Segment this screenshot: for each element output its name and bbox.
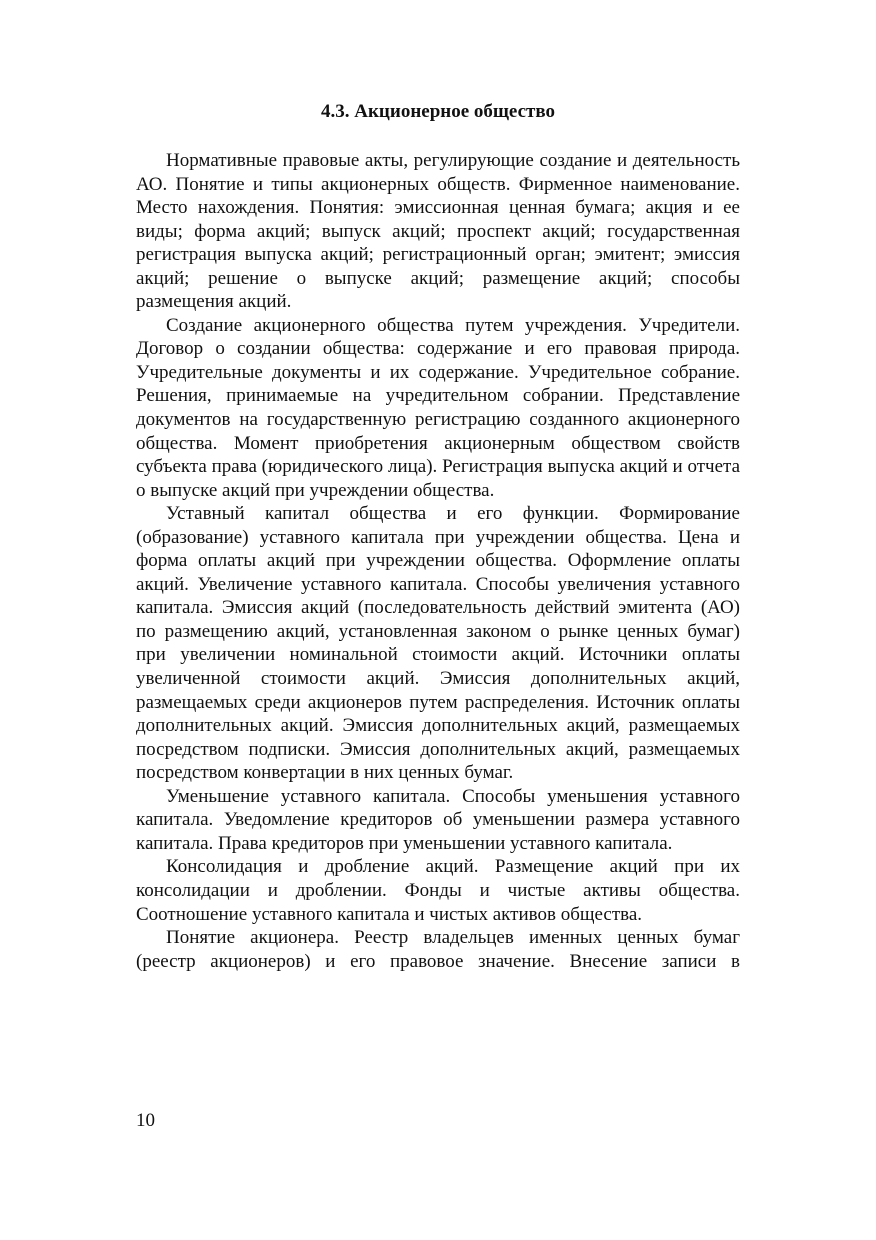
paragraph: Уменьшение уставного капитала. Способы уменьшения уставного капитала. Уведомление кредиторов об уменьшении размера уставного капитала. Права кредиторов при уменьшении уставного капитала.	[136, 785, 740, 854]
section-heading: 4.3. Акционерное общество	[321, 101, 555, 122]
paragraph: Уставный капитал общества и его функции. Формирование (образование) уставного капитала при учреждении общества. Цена и форма оплаты акций при учреждении общества. Оформление оплаты акций. Увеличение уставного капитала. Способы увеличения уставного капитала. Эмиссия акций (последовательность действий эмитента (АО) по размещению акций, установленная законом о рынке ценных бумаг) при увеличении номинальной стоимости акций. Источники оплаты увеличенной стоимости акций. Эмиссия дополнительных акций, размещаемых среди акционеров путем распределения. Источник оплаты дополнительных акций. Эмиссия дополнительных акций, размещаемых посредством подписки. Эмиссия дополнительных акций, размещаемых посредством конвертации в них ценных бумаг.	[136, 503, 740, 784]
paragraph: Нормативные правовые акты, регулирующие создание и деятельность АО. Понятие и типы акционерных обществ. Фирменное наименование. Место нахождения. Понятия: эмиссионная ценная бумага; акция и ее виды; форма акций; выпуск акций; проспект акций; государственная регистрация выпуска акций; регистрационный орган; эмитент; эмиссия акций; решение о выпуске акций; размещение акций; способы размещения акций.	[136, 150, 740, 313]
page-number: 10	[136, 1110, 155, 1131]
body-text	[136, 149, 740, 973]
paragraph: Понятие акционера. Реестр владельцев именных ценных бумаг (реестр акционеров) и его правовое значение. Внесение записи в	[136, 927, 740, 972]
paragraph: Консолидация и дробление акций. Размещение акций при их консолидации и дроблении. Фонды и чистые активы общества. Соотношение уставного капитала и чистых активов общества.	[136, 856, 740, 925]
paragraph: Создание акционерного общества путем учреждения. Учредители. Договор о создании общества: содержание и его правовая природа. Учредительные документы и их содержание. Учредительное собрание. Решения, принимаемые на учредительном собрании. Представление документов на государственную регистрацию созданного акционерного общества. Момент приобретения акционерным обществом свойств субъекта права (юридического лица). Регистрация выпуска акций и отчета о выпуске акций при учреждении общества.	[136, 314, 740, 501]
